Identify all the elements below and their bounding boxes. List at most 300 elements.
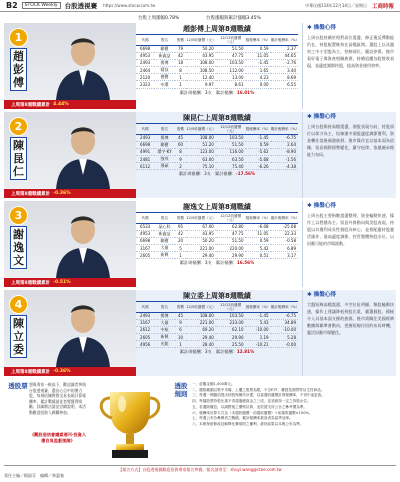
- table-cell: 1: [175, 341, 186, 348]
- banner-value: -0.36%: [53, 191, 71, 196]
- analyst-portrait-icon: [52, 29, 114, 101]
- table-cell: -1.45: [246, 134, 271, 141]
- analyst-name-char: 陳: [13, 317, 24, 330]
- table-cell: 揚博: [154, 134, 175, 141]
- table-cell: 51.50: [216, 237, 246, 244]
- table-row[interactable]: [136, 163, 298, 170]
- table-header: 週報酬率（%）: [246, 213, 271, 223]
- analyst-name-char: 仁: [13, 165, 24, 178]
- table-row[interactable]: [136, 141, 298, 148]
- table-cell: 2120: [136, 74, 154, 81]
- table-cell: -6.08: [246, 223, 271, 230]
- analyst-photo: [4, 23, 136, 109]
- table-cell: 環宇-KY: [154, 148, 175, 155]
- analyst-name-char: 彭: [13, 63, 24, 76]
- table-header: 代碼: [136, 124, 154, 134]
- table-cell: 0.59: [246, 237, 271, 244]
- summary-line: [136, 259, 298, 267]
- rule-item: 八、本報保留修改及解釋比賽規則之權利，最終結果以本報公布為準。: [192, 421, 304, 426]
- table-cell: 63.50: [216, 156, 246, 163]
- table-header: 股數: [175, 124, 186, 134]
- table-row[interactable]: [136, 67, 298, 74]
- table-cell: 75.40: [216, 163, 246, 170]
- table-cell: 6698: [136, 45, 154, 52]
- table-header: 股名: [154, 213, 175, 223]
- table-cell: 116.00: [216, 148, 246, 155]
- table-cell: 強茂: [154, 156, 175, 163]
- table-row[interactable]: [136, 237, 298, 244]
- table-header: 股數: [175, 35, 186, 45]
- table-row[interactable]: [136, 148, 298, 155]
- table-cell: 大量: [154, 319, 175, 326]
- table-row[interactable]: [136, 52, 298, 59]
- table-cell: 9: [175, 319, 186, 326]
- summary-line: [136, 89, 298, 97]
- table-header: 代碼: [136, 35, 154, 45]
- table-cell: 新興: [154, 252, 175, 259]
- bottom-section: [4, 380, 396, 464]
- table-cell: 6.89: [271, 245, 298, 252]
- table-cell: 69.20: [186, 326, 216, 333]
- table-row[interactable]: [136, 74, 298, 81]
- rule-item: 七、每週公布各參賽者之戰績，累計報酬率最高者為當季冠軍。: [192, 416, 293, 421]
- rule-item: 一、虛擬金額1,000萬元。: [192, 382, 235, 386]
- strategy-title: [303, 290, 396, 301]
- analyst-name-char: 陳: [13, 139, 24, 152]
- table-cell: 2481: [136, 156, 154, 163]
- table-row[interactable]: [136, 134, 298, 141]
- analyst-portrait-icon: [52, 118, 114, 190]
- holdings-title: 陳立委上周第8週戰績: [136, 290, 298, 302]
- strategy-title-text: 操盤心得: [313, 203, 337, 209]
- analyst-block: [4, 201, 396, 287]
- table-cell: 聯寶: [154, 141, 175, 148]
- table-cell: 10: [175, 334, 186, 341]
- holdings-table: [136, 213, 298, 259]
- table-cell: 45: [175, 312, 186, 319]
- table-cell: 精技: [154, 67, 175, 74]
- holdings-table: [136, 302, 298, 348]
- table-cell: 47.75: [216, 230, 246, 237]
- table-cell: 新鑫益: [154, 230, 175, 237]
- table-cell: 42: [175, 52, 186, 59]
- table-cell: 112.00: [216, 67, 246, 74]
- strategy-panel: [302, 201, 396, 287]
- table-row[interactable]: [136, 59, 298, 66]
- table-header: 股名: [154, 302, 175, 312]
- strategy-title: [303, 23, 396, 34]
- banner-value: -0.36%: [53, 369, 71, 374]
- issue-date: 中華民國114年12月14日／星期日: [305, 2, 367, 8]
- table-cell: 51.50: [216, 141, 246, 148]
- analyst-photo: [4, 290, 136, 376]
- table-cell: 聚碩: [154, 163, 175, 170]
- table-cell: 103.50: [216, 134, 246, 141]
- table-cell: 中環: [154, 81, 175, 88]
- promo-box: [4, 380, 90, 464]
- table-row[interactable]: [136, 81, 298, 88]
- page-number: B2: [6, 1, 18, 10]
- table-cell: 221.00: [186, 245, 216, 252]
- strategy-panel: [302, 23, 396, 109]
- table-cell: 2464: [136, 67, 154, 74]
- table-cell: 43.95: [186, 52, 216, 59]
- table-cell: 6533: [136, 223, 154, 230]
- analyst-name-vertical: [10, 48, 27, 91]
- table-cell: 大量: [154, 245, 175, 252]
- cumulative-banner: [4, 278, 136, 287]
- table-cell: 4953: [136, 230, 154, 237]
- table-header: 股數: [175, 213, 186, 223]
- table-cell: 12.40: [186, 74, 216, 81]
- table-cell: 0.59: [246, 141, 271, 148]
- table-cell: 9.97: [186, 81, 216, 88]
- promo-red-text: 《觀股造信會議當週刊·投資人應自負盈虧風險》: [29, 432, 87, 443]
- table-cell: 2.37: [271, 45, 298, 52]
- table-cell: 1: [175, 81, 186, 88]
- table-cell: -25.08: [271, 223, 298, 230]
- table-cell: 43.95: [186, 230, 216, 237]
- table-cell: 4.23: [246, 74, 271, 81]
- table-cell: 29.90: [216, 252, 246, 259]
- table-cell: 67.00: [186, 223, 216, 230]
- banner-label: 上周第8週戰績累計: [11, 280, 51, 286]
- rule-item: 二、選股範圍以集中市場、上櫃之股票為限，不含ETF、權證及期貨等衍生性商品。: [192, 387, 325, 392]
- table-header: 代碼: [136, 302, 154, 312]
- rules-heading: 透股規則: [174, 382, 188, 398]
- table-cell: 9: [175, 156, 186, 163]
- table-cell: 2605: [136, 334, 154, 341]
- table-cell: 108.50: [186, 67, 216, 74]
- strategy-panel: [302, 290, 396, 376]
- table-cell: 22.33: [271, 230, 298, 237]
- table-cell: 3167: [136, 319, 154, 326]
- table-cell: 6.55: [271, 81, 298, 88]
- table-cell: 42: [175, 230, 186, 237]
- analyst-name-vertical: [10, 226, 27, 269]
- table-cell: 51.20: [186, 141, 216, 148]
- holdings-panel: [136, 201, 298, 267]
- table-cell: 1: [175, 252, 186, 259]
- table-cell: -5.62: [246, 148, 271, 155]
- table-cell: 2.64: [271, 141, 298, 148]
- analyst-name-vertical: [10, 315, 27, 358]
- table-cell: 聯寶: [154, 237, 175, 244]
- table-cell: -0.58: [271, 237, 298, 244]
- table-cell: 6112: [136, 163, 154, 170]
- table-cell: -6.75: [271, 312, 298, 319]
- holdings-table: [136, 35, 298, 89]
- table-cell: 0.00: [246, 81, 271, 88]
- table-cell: 3167: [136, 245, 154, 252]
- table-cell: 2: [175, 163, 186, 170]
- holdings-title: 陳昆仁上周第8週戰績: [136, 112, 298, 124]
- table-cell: -1.56: [271, 156, 298, 163]
- holdings-title: 趙彭傅上周第8週戰績: [136, 23, 298, 35]
- table-cell: 18: [175, 59, 186, 66]
- table-cell: 0.59: [246, 45, 271, 52]
- summary-label: 累計周報酬：3支 累計報酬：: [179, 89, 237, 95]
- analyst-name-vertical: [10, 137, 27, 180]
- table-cell: 2493: [136, 134, 154, 141]
- table-cell: -10.00: [246, 326, 271, 333]
- table-cell: 5.28: [271, 334, 298, 341]
- table-cell: 75.10: [186, 163, 216, 170]
- table-cell: 11.05: [246, 230, 271, 237]
- table-header: 股數: [175, 302, 186, 312]
- rule-item: 四、每檔股票持股比重不得超過總資金之三成，並須維持一定之持股水位。: [192, 399, 311, 404]
- editor-credit: 責任主編／楊淑芬 編輯／林惠蓁: [4, 473, 64, 478]
- table-row[interactable]: [136, 223, 298, 230]
- site-url[interactable]: https://www.stocw.com.tw: [103, 3, 156, 8]
- table-cell: 1.19: [246, 334, 271, 341]
- table-cell: -0.00: [271, 341, 298, 348]
- holdings-table: [136, 124, 298, 170]
- right-stat: 台股漲幅與累計漲幅3.45%: [206, 16, 261, 21]
- rule-item: 六、報酬率計算方式為（本週收盤價－前週收盤價）÷前週收盤價×100%。: [192, 410, 313, 415]
- strategy-title: [303, 201, 396, 212]
- rank-badge: 1: [9, 28, 28, 47]
- table-row[interactable]: [136, 312, 298, 319]
- section-title: 台股透視賽: [64, 2, 98, 10]
- table-cell: 新鑫益: [154, 52, 175, 59]
- table-row[interactable]: [136, 334, 298, 341]
- table-header: 12/5收盤價（元）: [186, 35, 216, 45]
- table-cell: 2323: [136, 81, 154, 88]
- table-cell: 50.20: [186, 237, 216, 244]
- table-cell: 3.40: [271, 67, 298, 74]
- table-cell: 揚博: [154, 312, 175, 319]
- table-cell: 51.50: [216, 45, 246, 52]
- strategy-text: 上周台股持續於相對高位震盪，修正後反彈動能仍在，持股配置維持在高檔區間。選股上以具題材之中小型股為主，控制部位，嚴設停損，後市看好電子與資產相關族群，持續追蹤各股營收表現，並適度調節持股，提高資金運用效率。: [307, 35, 394, 68]
- strategy-title: [303, 112, 396, 123]
- table-cell: -4.38: [271, 163, 298, 170]
- table-cell: 中航: [154, 326, 175, 333]
- table-cell: -6.75: [271, 134, 298, 141]
- table-row[interactable]: [136, 319, 298, 326]
- trophy-icon: [92, 384, 168, 462]
- table-cell: 25.50: [216, 341, 246, 348]
- table-cell: -2.76: [271, 59, 298, 66]
- rules-box: [172, 380, 396, 464]
- header-stats: [0, 13, 400, 22]
- table-cell: 3.17: [271, 252, 298, 259]
- table-cell: 28.40: [186, 341, 216, 348]
- summary-value: 16.56%: [236, 260, 255, 266]
- table-cell: 晶心科: [154, 223, 175, 230]
- table-cell: 5: [175, 245, 186, 252]
- table-header: 累計報酬率（%）: [271, 302, 298, 312]
- table-cell: 5.42: [246, 245, 271, 252]
- holdings-panel: [136, 290, 298, 356]
- table-header: 12/12收盤價（元）: [216, 213, 246, 223]
- table-cell: -6.26: [246, 163, 271, 170]
- analyst-block: [4, 23, 396, 109]
- table-cell: 108.00: [186, 134, 216, 141]
- page-header: [0, 0, 400, 12]
- table-cell: 29.90: [216, 334, 246, 341]
- brand-label: STOCK Weekly: [22, 2, 61, 9]
- promo-heading: 透股票: [8, 382, 28, 390]
- table-row[interactable]: [136, 45, 298, 52]
- table-cell: 50.20: [186, 45, 216, 52]
- table-cell: 108.00: [186, 59, 216, 66]
- table-row[interactable]: [136, 326, 298, 333]
- analyst-photo: [4, 201, 136, 287]
- summary-label: 累計周報酬：3支 累計報酬：: [179, 349, 237, 355]
- table-cell: 1.65: [246, 67, 271, 74]
- table-row[interactable]: [136, 156, 298, 163]
- table-header: 股名: [154, 35, 175, 45]
- table-cell: 221.00: [186, 319, 216, 326]
- banner-label: 上周第8週戰績累計: [11, 102, 51, 108]
- table-cell: 47.75: [216, 52, 246, 59]
- table-cell: 8: [175, 148, 186, 155]
- summary-label: 累計周報酬：3支 累計報酬：: [178, 171, 236, 177]
- table-cell: 34.89: [271, 319, 298, 326]
- table-cell: 29.40: [186, 334, 216, 341]
- table-cell: 光鋐: [154, 341, 175, 348]
- table-header: 累計報酬率（%）: [271, 213, 298, 223]
- analyst-name-char: 逸: [13, 241, 24, 254]
- table-cell: 233.00: [216, 319, 246, 326]
- table-cell: 4991: [136, 148, 154, 155]
- rule-item: 三、每週一開盤前提出持股與操作計畫，以當週收盤價計算報酬率，不得中途更改。: [192, 393, 325, 398]
- table-cell: 62.80: [216, 223, 246, 230]
- table-cell: 4956: [136, 341, 154, 348]
- table-cell: 79: [175, 45, 186, 52]
- table-cell: 29.40: [186, 252, 216, 259]
- strategy-text: 上周台股主要指數震盪整理，資金輪動快速，操作上以穩健為主。留意外資動向與美股表現，持股以具獲利成長性個股為核心，並搭配題材股靈活操作，逢高適度調節，控管整體持股水位，以因應可能的市場波動。: [307, 213, 394, 246]
- rank-badge: 3: [9, 206, 28, 225]
- table-cell: 220.00: [216, 245, 246, 252]
- table-cell: 2493: [136, 312, 154, 319]
- table-cell: 6698: [136, 141, 154, 148]
- table-header: 12/12收盤價（元）: [216, 124, 246, 134]
- analyst-photo: [4, 112, 136, 198]
- star-icon: ✱: [307, 114, 312, 120]
- table-row[interactable]: [136, 245, 298, 252]
- left-stat: 台股上周漲幅0.78%: [138, 16, 180, 21]
- table-cell: -5.68: [246, 156, 271, 163]
- table-cell: -1.45: [246, 312, 271, 319]
- strategy-title-text: 操盤心得: [313, 292, 337, 298]
- holdings-panel: [136, 112, 298, 178]
- table-header: 12/5收盤價（元）: [186, 302, 216, 312]
- analyst-name-char: 昆: [13, 152, 24, 165]
- analyst-name-char: 謝: [13, 228, 24, 241]
- table-cell: 123.00: [186, 148, 216, 155]
- table-cell: 63.00: [186, 156, 216, 163]
- table-cell: 2493: [136, 59, 154, 66]
- table-row[interactable]: [136, 252, 298, 259]
- promo-text: 想與專家一較高下，歡迎讀者參與台股透視賽，選出心目中的潛力股，每週依據實際交易表現計算報酬率，累計戰績最佳者將獲得獎勵。詳細辦法請見官網說明，本活動歡迎投資人踴躍參加。: [29, 382, 86, 415]
- banner-value: 4.44%: [53, 102, 69, 107]
- analyst-block: [4, 112, 396, 198]
- table-row[interactable]: [136, 230, 298, 237]
- summary-label: 累計周報酬：3支 累計報酬：: [179, 260, 237, 266]
- table-header: 12/12收盤價（元）: [216, 35, 246, 45]
- table-cell: 2605: [136, 252, 154, 259]
- star-icon: ✱: [307, 292, 312, 298]
- table-cell: -10.00: [271, 326, 298, 333]
- holdings-title: 謝逸文上周第8週戰績: [136, 201, 298, 213]
- rank-badge: 4: [9, 295, 28, 314]
- table-cell: 4953: [136, 52, 154, 59]
- analyst-name-char: 傅: [13, 76, 24, 89]
- summary-line: [136, 348, 298, 356]
- table-header: 週報酬率（%）: [246, 35, 271, 45]
- table-cell: 1: [175, 74, 186, 81]
- table-cell: 聯寶: [154, 45, 175, 52]
- table-header: 代碼: [136, 213, 154, 223]
- table-header: 累計報酬率（%）: [271, 35, 298, 45]
- table-cell: 60: [175, 141, 186, 148]
- table-cell: 95: [175, 223, 186, 230]
- table-header: 週報酬率（%）: [246, 302, 271, 312]
- table-header: 12/12收盤價（元）: [216, 302, 246, 312]
- table-cell: 44.65: [271, 52, 298, 59]
- strategy-panel: [302, 112, 396, 198]
- banner-label: 上周第8週戰績累計: [11, 369, 51, 375]
- newspaper-logo: 工商時報: [371, 3, 394, 10]
- cumulative-banner: [4, 189, 136, 198]
- summary-value: 16.01%: [236, 89, 255, 95]
- strategy-text: 大盤短線高檔震盪，多空拉扯明顯，類股輪動快速，操作上建議降低持股比重，嚴選個股，積極介入具基本面支撐的族群。後市需關注美國經濟數據與聯準會動向，把握短線拉回的布局時機，靈活因應市場變化。: [307, 302, 394, 335]
- cumulative-banner: [4, 100, 136, 109]
- summary-value: -17.56%: [235, 171, 256, 177]
- table-cell: 62.10: [216, 326, 246, 333]
- star-icon: ✱: [307, 25, 312, 31]
- banner-value: -0.51%: [53, 280, 71, 285]
- table-header: 累計報酬率（%）: [271, 124, 298, 134]
- table-cell: 德寶: [154, 74, 175, 81]
- table-cell: 11.05: [246, 52, 271, 59]
- table-cell: -10.21: [246, 341, 271, 348]
- table-cell: 0.51: [246, 252, 271, 259]
- analyst-portrait-icon: [52, 296, 114, 368]
- table-cell: -8.90: [271, 148, 298, 155]
- table-cell: 5.43: [246, 319, 271, 326]
- table-cell: 6: [175, 326, 186, 333]
- table-cell: 揚博: [154, 59, 175, 66]
- strategy-text: 上周台股維持高檔震盪，個股表現分歧，持股部位以保守為主，短線漲多個股適度調節獲利，資金轉往落後補漲族群。後市操作宜以基本面為依據，留意國際情勢變化，嚴守紀律，依風險承擔能力布局。: [307, 124, 394, 157]
- signup-footer[interactable]: 【報名方式】台股透視賽歡迎投資專家報名參賽，報名請寄至：shuyi.wang@ctee.com.tw: [4, 465, 396, 472]
- banner-label: 上周第8週戰績累計: [11, 191, 51, 197]
- analyst-name-char: 文: [13, 254, 24, 267]
- summary-line: [136, 170, 298, 178]
- table-header: 12/5收盤價（元）: [186, 124, 216, 134]
- table-cell: 45: [175, 134, 186, 141]
- rank-badge: 2: [9, 117, 28, 136]
- table-header: 週報酬率（%）: [246, 124, 271, 134]
- table-cell: 2612: [136, 326, 154, 333]
- table-cell: 新興: [154, 334, 175, 341]
- rule-item: 五、若遇除權息，以調整後之價格計算，並依證交所公告之參考價為準。: [192, 404, 307, 409]
- table-cell: 8.69: [271, 74, 298, 81]
- table-row[interactable]: [136, 341, 298, 348]
- table-cell: 6698: [136, 237, 154, 244]
- summary-value: 12.81%: [236, 349, 255, 355]
- table-cell: 103.50: [216, 312, 246, 319]
- cumulative-banner: [4, 367, 136, 376]
- table-header: 股名: [154, 124, 175, 134]
- holdings-panel: [136, 23, 298, 97]
- analyst-name-char: 趙: [13, 50, 24, 63]
- analyst-block: [4, 290, 396, 376]
- analyst-name-char: 委: [13, 343, 24, 356]
- strategy-title-text: 操盤心得: [313, 25, 337, 31]
